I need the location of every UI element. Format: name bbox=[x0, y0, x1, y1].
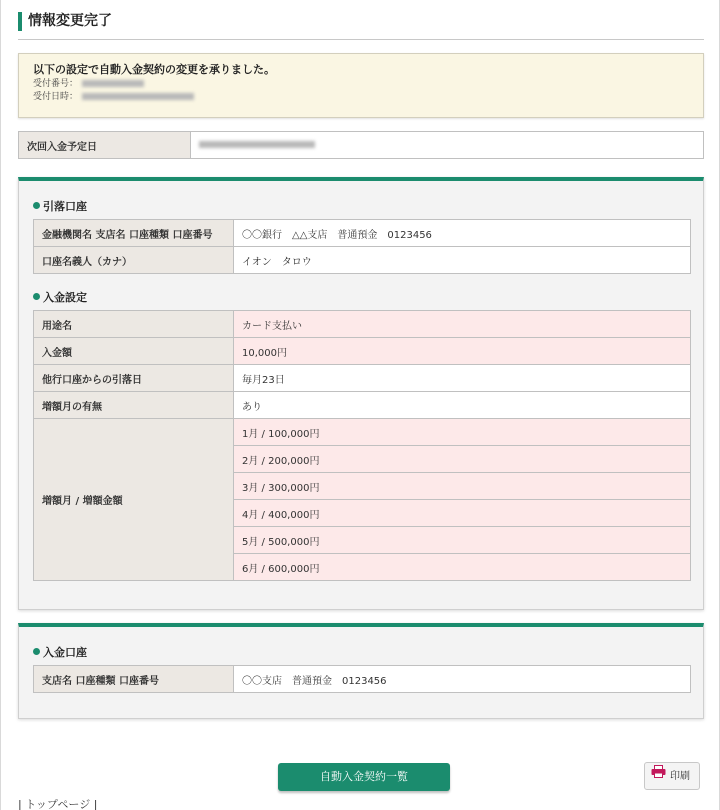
receipt-date-line bbox=[33, 91, 689, 104]
table-row bbox=[34, 220, 691, 247]
table-row bbox=[34, 365, 691, 392]
withdrawal-bank-label: 金融機関名 支店名 口座種類 口座番号 bbox=[34, 220, 234, 247]
table-row bbox=[34, 247, 691, 274]
receipt-number-redacted bbox=[82, 80, 144, 87]
increase-month-value: 4月 / 400,000円 bbox=[234, 500, 691, 527]
top-page-link[interactable]: | トップページ | bbox=[18, 798, 98, 810]
withdrawal-section-title bbox=[33, 198, 87, 214]
table-row bbox=[19, 132, 704, 159]
deposit-account-value: 〇〇支店 普通預金 0123456 bbox=[234, 666, 691, 693]
print-label: 印刷 bbox=[670, 771, 690, 782]
deposit-account-title-text: 入金口座 bbox=[43, 646, 87, 659]
account-holder-label: 口座名義人（カナ） bbox=[34, 247, 234, 274]
debit-day-label: 他行口座からの引落日 bbox=[34, 365, 234, 392]
increase-month-value: 2月 / 200,000円 bbox=[234, 446, 691, 473]
table-row bbox=[34, 666, 691, 693]
next-date-redacted bbox=[199, 141, 315, 148]
increase-flag-label: 増額月の有無 bbox=[34, 392, 234, 419]
increase-month-label: 増額月 / 増額金額 bbox=[34, 419, 234, 581]
printer-icon bbox=[651, 763, 666, 789]
withdrawal-title-text: 引落口座 bbox=[43, 200, 87, 213]
deposit-settings-section-title bbox=[33, 289, 87, 305]
withdrawal-table bbox=[33, 219, 691, 274]
withdrawal-bank-value: 〇〇銀行 △△支店 普通預金 0123456 bbox=[234, 220, 691, 247]
purpose-value: カード支払い bbox=[234, 311, 691, 338]
page-title: 情報変更完了 bbox=[18, 10, 704, 40]
withdrawal-and-settings-panel bbox=[18, 177, 704, 610]
deposit-account-table bbox=[33, 665, 691, 693]
completion-notice bbox=[18, 53, 704, 118]
next-date-label: 次回入金予定日 bbox=[19, 132, 191, 159]
receipt-date-redacted bbox=[82, 93, 194, 100]
account-holder-value: イオン タロウ bbox=[234, 247, 691, 274]
table-row bbox=[34, 419, 691, 446]
increase-month-value: 3月 / 300,000円 bbox=[234, 473, 691, 500]
receipt-date-label: 受付日時： bbox=[33, 92, 79, 102]
amount-value: 10,000円 bbox=[234, 338, 691, 365]
increase-month-value: 1月 / 100,000円 bbox=[234, 419, 691, 446]
next-date-table bbox=[18, 131, 704, 159]
deposit-account-section-title bbox=[33, 644, 87, 660]
deposit-settings-table bbox=[33, 310, 691, 581]
print-button[interactable] bbox=[644, 762, 700, 790]
table-row bbox=[34, 311, 691, 338]
debit-day-value: 毎月23日 bbox=[234, 365, 691, 392]
deposit-settings-title-text: 入金設定 bbox=[43, 291, 87, 304]
deposit-account-label: 支店名 口座種類 口座番号 bbox=[34, 666, 234, 693]
table-row bbox=[34, 338, 691, 365]
increase-month-value: 5月 / 500,000円 bbox=[234, 527, 691, 554]
contract-list-button[interactable]: 自動入金契約一覧 bbox=[278, 763, 450, 791]
increase-month-value: 6月 / 600,000円 bbox=[234, 554, 691, 581]
receipt-number-line bbox=[33, 78, 689, 91]
receipt-number-label: 受付番号： bbox=[33, 79, 79, 89]
amount-label: 入金額 bbox=[34, 338, 234, 365]
notice-message: 以下の設定で自動入金契約の変更を承りました。 bbox=[33, 63, 275, 76]
table-row bbox=[34, 392, 691, 419]
next-date-value bbox=[191, 132, 704, 159]
increase-flag-value: あり bbox=[234, 392, 691, 419]
purpose-label: 用途名 bbox=[34, 311, 234, 338]
deposit-account-panel bbox=[18, 623, 704, 719]
